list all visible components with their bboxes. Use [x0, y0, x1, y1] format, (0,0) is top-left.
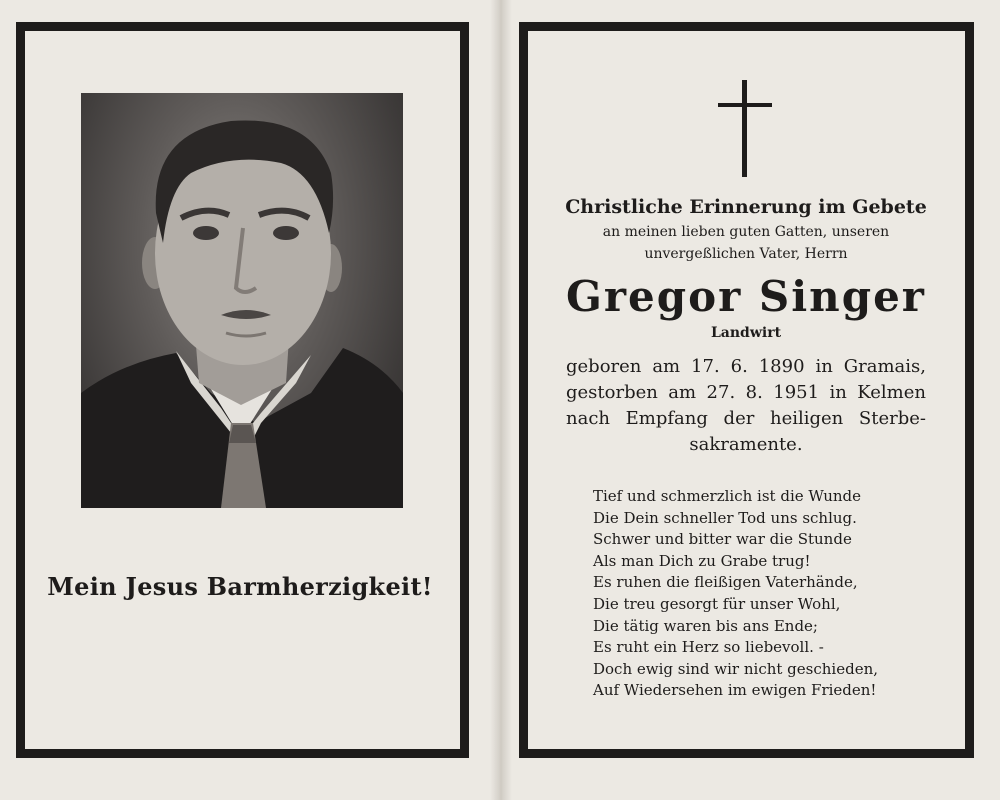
card-fold	[490, 0, 512, 800]
life-line: geboren am 17. 6. 1890 in Gramais,	[566, 356, 926, 377]
poem-line: Doch ewig sind wir nicht geschieden,	[593, 659, 879, 678]
poem-line: Die treu gesorgt für unser Wohl,	[593, 594, 841, 613]
cross-icon	[718, 80, 772, 180]
poem-line: Auf Wiedersehen im ewigen Frieden!	[593, 681, 877, 700]
poem-line: Die Dein schneller Tod uns schlug.	[593, 508, 857, 527]
poem-line: Tief und schmerzlich ist die Wunde	[593, 487, 861, 505]
life-line: gestorben am 27. 8. 1951 in Kelmen	[566, 382, 926, 403]
memorial-poem	[593, 486, 933, 702]
poem-line: Die tätig waren bis ans Ende;	[593, 616, 818, 635]
dedication-line-2: unvergeßlichen Vater, Herrn	[644, 246, 848, 262]
memorial-heading: Christliche Erinnerung im Gebete	[565, 196, 927, 218]
life-dates	[566, 354, 926, 458]
portrait-photo	[81, 93, 403, 508]
poem-line: Es ruht ein Herz so liebevoll. -	[593, 638, 824, 657]
portrait-illustration	[81, 93, 403, 508]
motto: Mein Jesus Barmherzigkeit!	[47, 572, 433, 601]
occupation: Landwirt	[710, 325, 782, 341]
deceased-name: Gregor Singer	[566, 272, 926, 321]
dedication-line-1: an meinen lieben guten Gatten, unseren	[602, 224, 890, 240]
life-line: nach Empfang der heiligen Sterbe-	[566, 408, 926, 429]
poem-line: Schwer und bitter war die Stunde	[593, 530, 852, 549]
life-line: sakramente.	[689, 434, 803, 455]
poem-line: Als man Dich zu Grabe trug!	[593, 551, 811, 570]
poem-line: Es ruhen die fleißigen Vaterhände,	[593, 573, 858, 592]
